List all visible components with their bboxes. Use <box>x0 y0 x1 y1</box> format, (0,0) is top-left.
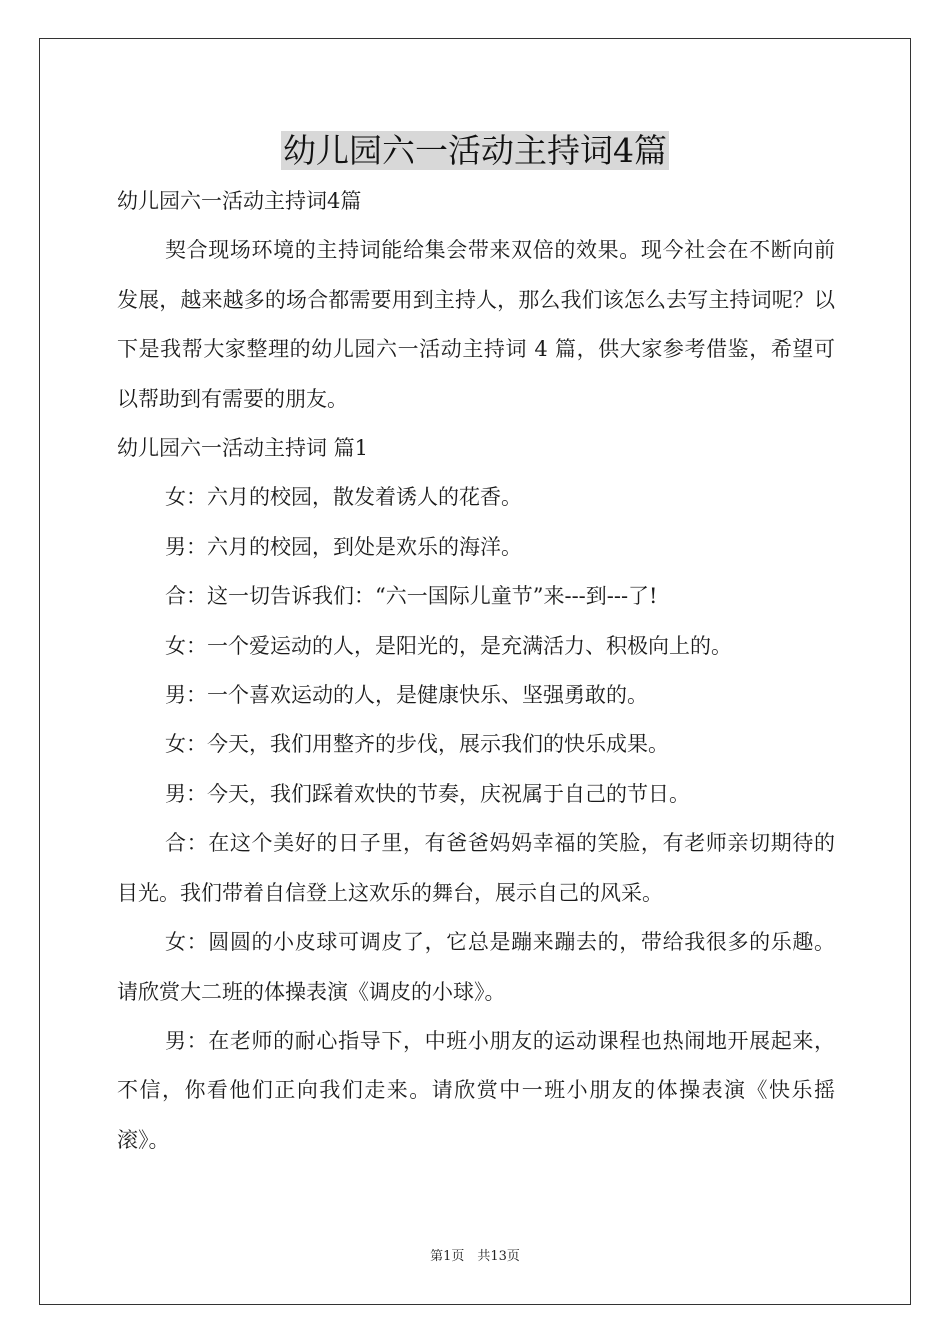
dialogue-line: 合：在这个美好的日子里，有爸爸妈妈幸福的笑脸，有老师亲切期待的目光。我们带着自信登上这欢乐的舞台，展示自己的风采。 <box>117 831 835 905</box>
subtitle-line: 幼儿园六一活动主持词4篇 <box>117 189 362 213</box>
dialogue-line: 男：今天，我们踩着欢快的节奏，庆祝属于自己的节日。 <box>165 781 690 806</box>
dialogue-line: 女：一个爱运动的人，是阳光的，是充满活力、积极向上的。 <box>165 633 732 658</box>
dialogue-line: 女：六月的校园，散发着诱人的花香。 <box>165 485 522 510</box>
intro-paragraph: 契合现场环境的主持词能给集会带来双倍的效果。现今社会在不断向前发展，越来越多的场合都需要用到主持人，那么我们该怎么去写主持词呢？以下是我帮大家整理的幼儿园六一活动主持词 4 篇，供大家参考借鉴，希望可以帮助到有需要的朋友。 <box>117 238 835 411</box>
dialogue-line: 男：在老师的耐心指导下，中班小朋友的运动课程也热闹地开展起来，不信，你看他们正向我们走来。请欣赏中一班小朋友的体操表演《快乐摇滚》。 <box>117 1028 835 1152</box>
dialogue-line: 女：今天，我们用整齐的步伐，展示我们的快乐成果。 <box>165 732 669 757</box>
dialogue-line: 合：这一切告诉我们：“六一国际儿童节”来---到---了! <box>165 584 658 609</box>
section-heading: 幼儿园六一活动主持词 篇1 <box>117 436 369 461</box>
dialogue-line: 女：圆圆的小皮球可调皮了，它总是蹦来蹦去的，带给我很多的乐趣。请欣赏大二班的体操表演《调皮的小球》。 <box>117 930 835 1004</box>
dialogue-line: 男：一个喜欢运动的人，是健康快乐、坚强勇敢的。 <box>165 683 648 708</box>
document-title: 幼儿园六一活动主持词4篇 <box>283 131 667 170</box>
page-number-footer: 第1页 共13页 <box>430 1249 520 1264</box>
dialogue-line: 男：六月的校园，到处是欢乐的海洋。 <box>165 534 522 559</box>
document-body <box>117 177 835 1165</box>
